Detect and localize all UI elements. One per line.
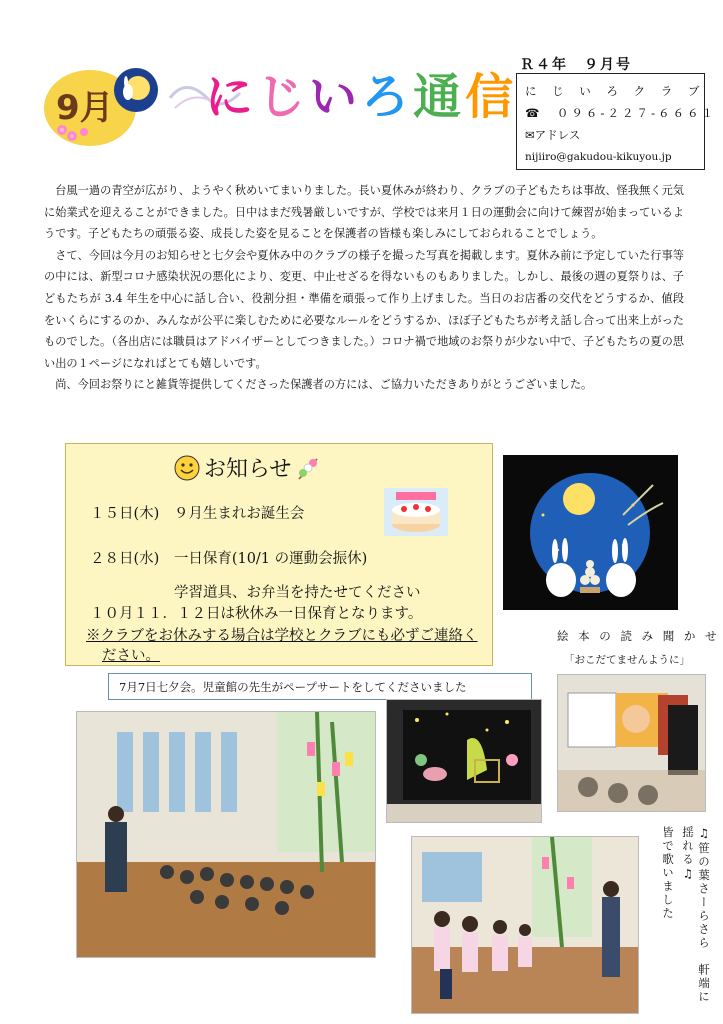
club-name: に じ い ろ ク ラ ブ bbox=[525, 84, 706, 98]
title-char: 通 bbox=[413, 69, 466, 125]
smiley-icon bbox=[174, 455, 200, 481]
notice-box bbox=[65, 443, 493, 666]
paragraph: 尚、今回お祭りにと雑貨等提供してくださった保護者の方には、ご協力いただきありがとうございました。 bbox=[55, 378, 593, 392]
photo-singing bbox=[411, 836, 639, 1014]
picture-book-caption: 絵 本 の 読 み 聞 か せ bbox=[557, 629, 720, 643]
month-badge bbox=[38, 62, 168, 152]
paragraph: 台風一過の青空が広がり、ようやく秋めいてまいりました。長い夏休みが終わり、クラブの子どもたちは事故、怪我無く元気に始業式を迎えることができました。日中はまだ残暑厳しいですが、学校では来月１日の運動会に向けて練習が始まっているようです。子どもたちの頑張る姿、成長した姿を見ることを保護者の皆様も楽しみにしておられることでしょう。 bbox=[44, 184, 684, 241]
notice-birthday: １５日(木) ９月生まれお誕生会 bbox=[90, 506, 305, 522]
moon-viewing-illustration bbox=[503, 455, 678, 610]
address-label: ✉アドレス bbox=[525, 128, 581, 142]
dango-icon bbox=[295, 455, 321, 481]
notice-autumn-break: １０月１１．１２日は秋休み一日保育となります。 bbox=[90, 606, 423, 622]
notice-absence-cont: ださい。 bbox=[102, 648, 160, 664]
newsletter-title-text bbox=[205, 58, 517, 127]
book-title-caption: 「おこだてませんように」 bbox=[564, 654, 690, 666]
title-char: じ bbox=[257, 69, 310, 125]
birthday-cake-icon bbox=[384, 488, 448, 536]
month-badge-text: 9月 bbox=[56, 88, 114, 128]
notice-full-day: ２８日(水) 一日保育(10/1 の運動会振休) bbox=[90, 551, 368, 567]
notice-title bbox=[174, 452, 321, 483]
sang-together-caption: 皆で歌いました bbox=[661, 826, 675, 921]
tanabata-caption: 7月7日七夕会。児童館の先生がペープサートをしてくださいました bbox=[108, 673, 532, 700]
notice-title-text: お知らせ bbox=[204, 457, 292, 482]
song-lyrics-caption: ♫笹の葉さーらさら 軒端に揺れる♫ bbox=[681, 826, 711, 1004]
photo-puppet-show bbox=[386, 699, 542, 823]
notice-bring-items: 学習道具、お弁当を持たせてください bbox=[174, 585, 421, 601]
email-address: nijiiro@gakudou-kikuyou.jp bbox=[525, 151, 672, 163]
title-char: い bbox=[309, 69, 362, 125]
title-char: に bbox=[205, 69, 258, 125]
notice-absence: ※クラブをお休みする場合は学校とクラブにも必ずご連絡く bbox=[86, 628, 478, 644]
paragraph: さて、今回は今月のお知らせと七夕会や夏休み中のクラブの様子を撮った写真を掲載します。夏休み前に予定していた行事等の中には、新型コロナ感染状況の悪化により、変更、中止せざるを得ないものもありました。しかし、最後の週の夏祭りは、子どもたちが 3.4 年生を中心に話し合い、役割分担・準備を頑張って作り上げました。当日のお店番の交代をどうするか、値段をいくらにするのか、みんなが公平に楽しむために必要なルールをどうするか、ほぼ子どもたちが考え話し合って出来上がったものでした。（各出店には職員はアドバイザーとしてつきました。）コロナ禍で地域のお祭りが少ない中で、子どもたちの夏の思い出の１ページになればとても嬉しいです。 bbox=[44, 248, 684, 370]
newsletter-title bbox=[205, 58, 517, 127]
article-body bbox=[44, 180, 684, 396]
title-char: ろ bbox=[361, 69, 414, 125]
photo-book-reading bbox=[557, 674, 706, 812]
photo-tanabata-hall bbox=[76, 711, 376, 958]
phone-number: ☎ ０９６-２２７-６６６１ bbox=[525, 106, 717, 120]
issue-date: Ｒ４年 ９月号 bbox=[520, 57, 632, 73]
title-char: 信 bbox=[465, 69, 518, 125]
contact-box bbox=[516, 73, 717, 170]
